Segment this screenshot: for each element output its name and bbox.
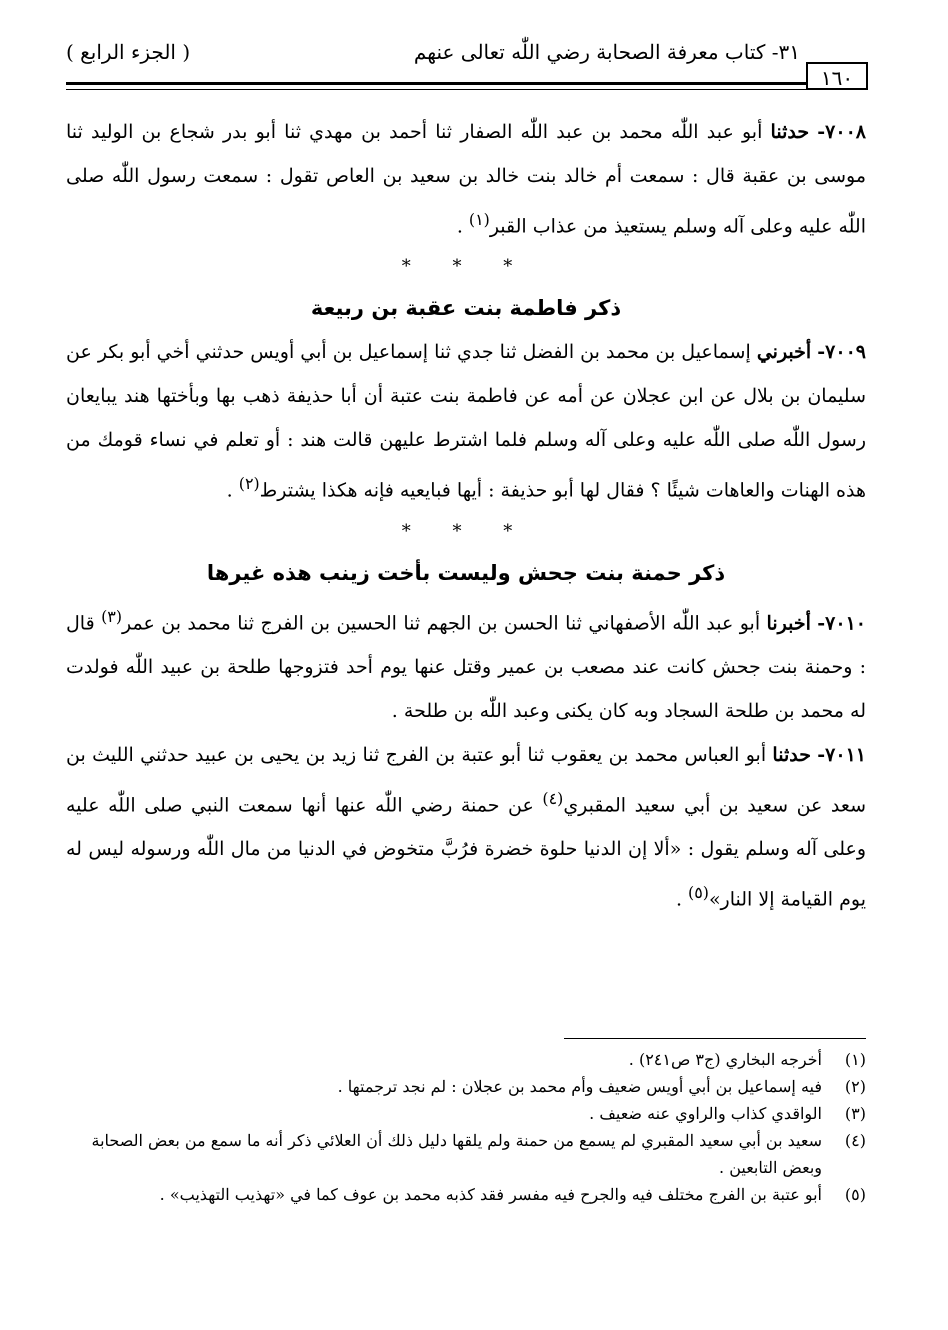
footnote-number: (٣) [844, 1104, 866, 1123]
hadith-text-cont: قال : وحمنة بنت جحش كانت عند مصعب بن عمير وقتل عنها يوم أحد فتزوجها طلحة بن عبيد اللّٰه فولدت له محمد بن طلحة السجاد وبه كان يكنى وعبد اللّٰه بن طلحة . [66, 611, 866, 722]
hadith-lead: أخبرنا [766, 611, 811, 634]
hadith-text: أبو عبد اللّٰه محمد بن عبد اللّٰه الصفار ثنا أحمد بن مهدي ثنا أبو بدر شجاع بن الوليد ثنا موسى بن عقبة قال : سمعت أم خالد بنت خالد بن سعيد بن العاص تقول : سمعت رسول اللّٰه صلى اللّٰه عليه وعلى آله وسلم يستعيذ من عذاب القبر [66, 121, 866, 238]
hadith-number: ٧٠٠٩- [817, 341, 866, 364]
hadith-7010 [66, 595, 866, 733]
hadith-end: . [226, 479, 239, 502]
volume-label: ( الجزء الرابع ) [66, 40, 191, 64]
separator-stars: * * * [401, 520, 531, 542]
footnote-ref: (٣) [101, 606, 122, 626]
footnote [66, 1181, 866, 1208]
hadith-text: أبو عبد اللّٰه الأصفهاني ثنا الحسن بن الجهم ثنا الحسين بن الفرج ثنا محمد بن عمر [122, 611, 767, 634]
footnote-text: فيه إسماعيل بن أبي أويس ضعيف وأم محمد بن عجلان : لم نجد ترجمتها . [337, 1077, 822, 1096]
hadith-lead: حدثنا [772, 743, 811, 766]
footnote-ref: (١) [468, 210, 490, 229]
footnote-ref: (٥) [688, 883, 709, 903]
running-header [66, 34, 880, 74]
footnote [66, 1073, 866, 1100]
footnote-number: (٢) [844, 1077, 866, 1096]
footnotes [66, 1046, 866, 1208]
footnote [66, 1127, 866, 1181]
footnote [66, 1046, 866, 1073]
section-heading: ذكر فاطمة بنت عقبة بن ربيعة [310, 296, 622, 321]
footnote-rule [564, 1038, 866, 1039]
footnote-text: أبو عتبة بن الفرج مختلف فيه والجرح فيه مفسر فقد كذبه محمد بن عوف كما في «تهذيب التهذيب» . [159, 1185, 822, 1204]
header-rule-thick [66, 82, 808, 85]
hadith-7008 [66, 110, 866, 248]
separator-stars: * * * [401, 256, 531, 278]
hadith-text-cont: عن حمنة رضي اللّٰه عنها أنها سمعت النبي صلى اللّٰه عليه وعلى آله وسلم يقول : «ألا إن الدنيا حلوة خضرة فرُبَّ متخوض في الدنيا من مال اللّٰه ورسوله ليس له يوم القيامة إلا النار» [66, 794, 866, 911]
hadith-7009 [66, 330, 866, 512]
footnote-ref: (٢) [238, 474, 260, 494]
footnote-text: أخرجه البخاري (ج٣ ص٢٤١) . [628, 1050, 822, 1069]
hadith-7011 [66, 733, 866, 922]
footnote-number: (١) [844, 1050, 866, 1069]
hadith-text: إسماعيل بن محمد بن الفضل ثنا جدي ثنا إسماعيل بن أبي أويس حدثني أخي أبو بكر عن سليمان بن بلال عن ابن عجلان عن أمه عن فاطمة بنت عتبة أن أبا حذيفة ذهب بها وبأختها هند يبايعان رسول اللّٰه صلى اللّٰه عليه وعلى آله وسلم فلما اشترط عليهن قالت هند : أو تعلم في نساء قومك من هذه الهنات والعاهات شيئًا ؟ فقال لها أبو حذيفة : أيها فبايعيه فإنه هكذا يشترط [66, 341, 866, 502]
section-heading: ذكر حمنة بنت جحش وليست بأخت زينب هذه غيرها [206, 560, 726, 585]
main-text [66, 110, 866, 922]
hadith-number: ٧٠٠٨- [817, 121, 866, 143]
header-rule-thin [66, 89, 808, 90]
chapter-title: ٣١- كتاب معرفة الصحابة رضي اللّٰه تعالى عنهم [413, 40, 800, 64]
hadith-number: ٧٠١١- [817, 743, 866, 766]
footnote-text: سعيد بن أبي سعيد المقبري لم يسمع من حمنة ولم يلقها دليل ذلك أن العلائي ذكر أنه ما سمع من بعض الصحابة وبعض التابعين . [91, 1131, 822, 1177]
footnote-text: الواقدي كذاب والراوي عنه ضعيف . [589, 1104, 822, 1123]
hadith-end: . [675, 888, 689, 911]
hadith-number: ٧٠١٠- [817, 611, 866, 634]
footnote [66, 1100, 866, 1127]
page-number: ١٦٠ [806, 62, 868, 90]
hadith-lead: حدثنا [770, 121, 810, 143]
hadith-lead: أخبرني [756, 341, 812, 364]
hadith-text: أبو العباس محمد بن يعقوب ثنا أبو عتبة بن الفرج ثنا زيد بن يحيى بن عبيد حدثني الليث بن سعد عن سعيد بن أبي سعيد المقبري [66, 743, 866, 817]
footnote-number: (٥) [844, 1185, 866, 1204]
hadith-end: . [456, 215, 469, 238]
footnote-number: (٤) [844, 1131, 866, 1150]
footnote-ref: (٤) [542, 788, 564, 808]
